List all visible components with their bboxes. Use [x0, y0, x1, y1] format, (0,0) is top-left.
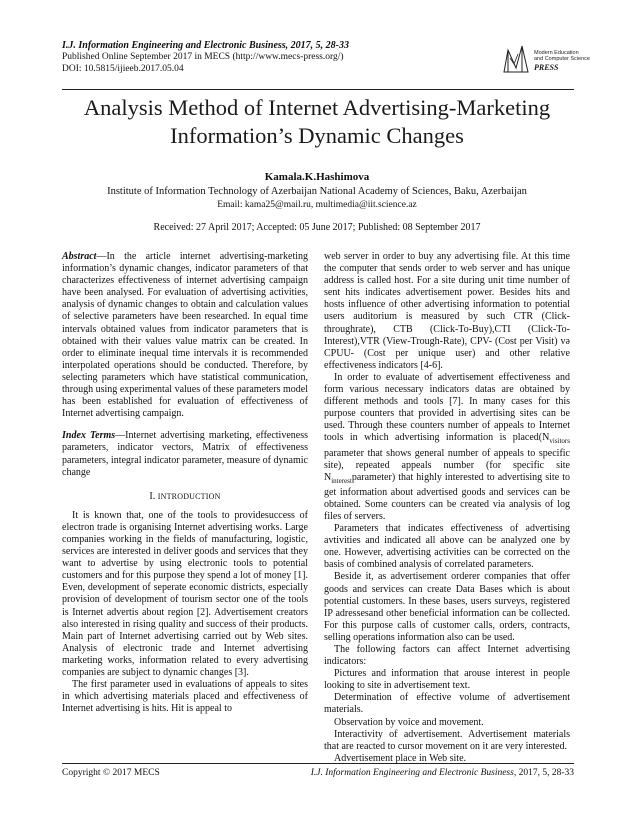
paragraph-part: parameter) that highly interested to advertising site to get information about advertised goods and services can be obtained. Some counters can be created via analysis of log files of servers. — [324, 471, 570, 522]
subscript: visitors — [549, 437, 570, 446]
index-terms-label: Index Terms — [62, 430, 116, 442]
paper-title: Analysis Method of Internet Advertising-Marketing Information’s Dynamic Changes — [83, 95, 551, 148]
paragraph-part: In order to evaluate of advertisement effectiveness and form various necessary indicators datas are obtained by different methods and tools [7]. In many cases for this purpose counters that provided in advertising sites can be used. Through these counters number of appeals to Internet tools in which advertising information is placed(N — [324, 371, 570, 444]
paragraph: It is known that, one of the tools to providesuccess of electron trade is organising Internet advertising works. Large companies working in the fields of manufacturing, logistic, services are interested in deliver goods and services that they want to advertise by using electronic tools to potential customers and for this purpose they spend a lot of money [1]. Even, development of seperate economic districts, especially provision of development of tourism sector one of the tools is Internet advertis about region [2]. Advertisement creators also interested in rising quality and success of their products. Main part of Internet advertising carried out by Web sites. Analysis of electronic trade and Internet advertising marketing works, information related to every advertising companies are subject to dynamic changes [3]. — [62, 509, 308, 678]
subscript: interest — [331, 476, 352, 485]
footer-rule — [62, 763, 574, 764]
logo-text-press: PRESS — [534, 63, 559, 72]
copyright: Copyright © 2017 MECS — [62, 768, 160, 778]
paragraph: Determination of effective volume of advertisement materials. — [324, 692, 570, 716]
paragraph: Interactivity of advertisement. Advertisement materials that are reacted to cursor movement on it are very interested. — [324, 728, 570, 752]
abstract-label: Abstract — [62, 251, 97, 262]
journal-citation-name: I.J. Information Engineering and Electronic Business, — [310, 768, 517, 778]
paragraph-part: parameter that shows general number of appeals to specific site), repeated appeals number (for specific site N — [324, 447, 570, 483]
paragraph: web server in order to buy any advertising file. At this time the computer that sends order to web server and has unique address is called host. For a site during unit time number of sent hits indicates advertisement power. Besides hits and hosts influence of other advertising information to potential users auditorium is measured by such CTR (Click-throughrate), CTB (Click-To-Buy),CTI (Click-To-Interest),VTR (View-Trough-Rate), CPV- (Cost per Visit) və CPUU- (Cost per unique user) and other relative effectiveness indicators [4-6]. — [324, 251, 570, 371]
journal-citation-volume: 2017, 5, 28-33 — [516, 768, 574, 778]
journal-name: I.J. Information Engineering and Electronic Business, 2017, 5, 28-33 — [62, 40, 349, 51]
publication-dates: Received: 27 April 2017; Accepted: 05 June 2017; Published: 08 September 2017 — [153, 222, 481, 233]
paragraph: Advertisement place in Web site. — [334, 752, 467, 764]
right-column — [324, 251, 570, 765]
paragraph: Parameters that indicates effectiveness of advertising avtivities and indicated all above can be analyzed one by one. However, advertising activities can be corrected on the basis of combined analysis of correlated parameters. — [324, 523, 570, 571]
header-rule — [62, 89, 574, 90]
logo-text-line-1: Modern Education — [534, 50, 579, 56]
section-heading-introduction — [62, 491, 308, 503]
paragraph: The first parameter used in evaluations of appeals to sites in which advertising materials placed and effectiveness of Internet advertising is hits. Hit is appeal to — [62, 679, 308, 715]
abstract — [62, 251, 308, 420]
logo-text-line-2: and Computer Science — [534, 56, 590, 62]
paragraph — [324, 372, 570, 523]
abstract-text: —In the article internet advertising-marketing information’s dynamic changes, indicator parameters of that characterizes effectiveness of internet advertising campaign have been analysed. For evaluation of advertising activities, analysis of dynamic changes to obtain and calculation values of selective parameters have been researched. In equal time intervals obtained values from indicator parameters that is obtained with their values value matrix can be created. In order to eliminate inequal time intervals it is recommended interpolated operations should be conducted. Therefore, by selecting parameters which have statistical communication, through using experimental values of these parameters model has been established for evaluation of effectiveness of Internet advertising campaign. — [62, 251, 308, 420]
author-affiliation: Institute of Information Technology of Azerbaijan National Academy of Sciences, Baku, Azerbaijan — [107, 186, 527, 197]
journal-header — [62, 40, 502, 75]
journal-citation — [311, 768, 574, 778]
left-column — [62, 251, 308, 715]
author-name: Kamala.K.Hashimova — [264, 171, 370, 183]
index-terms-text: —Internet advertising marketing, effectiveness parameters, indicator vectors, Matrix of effectiveness parameters, integral indicator parameter, measure of dynamic change — [62, 430, 308, 478]
paragraph: Beside it, as advertisement orderer companies that offer goods and services can create Data Bases which is about potential customers. In these bases, users surveys, registered IP adressesand other beneficial information can be collected. For this purpose calls of customer calls, orders, contracts, selling operations information also can be used. — [324, 571, 570, 643]
section-title: INTRODUCTION — [157, 491, 221, 501]
publication-info: Published Online September 2017 in MECS (http://www.mecs-press.org/) — [62, 52, 344, 62]
author-email: Email: kama25@mail.ru, multimedia@iit.science.az — [217, 200, 417, 210]
paragraph: The following factors can affect Internet advertising indicators: — [324, 644, 570, 668]
paragraph: Pictures and information that arouse interest in people looking to site in advertisement text. — [324, 668, 570, 692]
doi: DOI: 10.5815/ijieeb.2017.05.04 — [62, 63, 184, 74]
paragraph: Observation by voice and movement. — [334, 716, 484, 728]
index-terms — [62, 430, 308, 478]
section-numeral: I. — [149, 490, 158, 502]
mecs-press-logo — [498, 42, 590, 88]
